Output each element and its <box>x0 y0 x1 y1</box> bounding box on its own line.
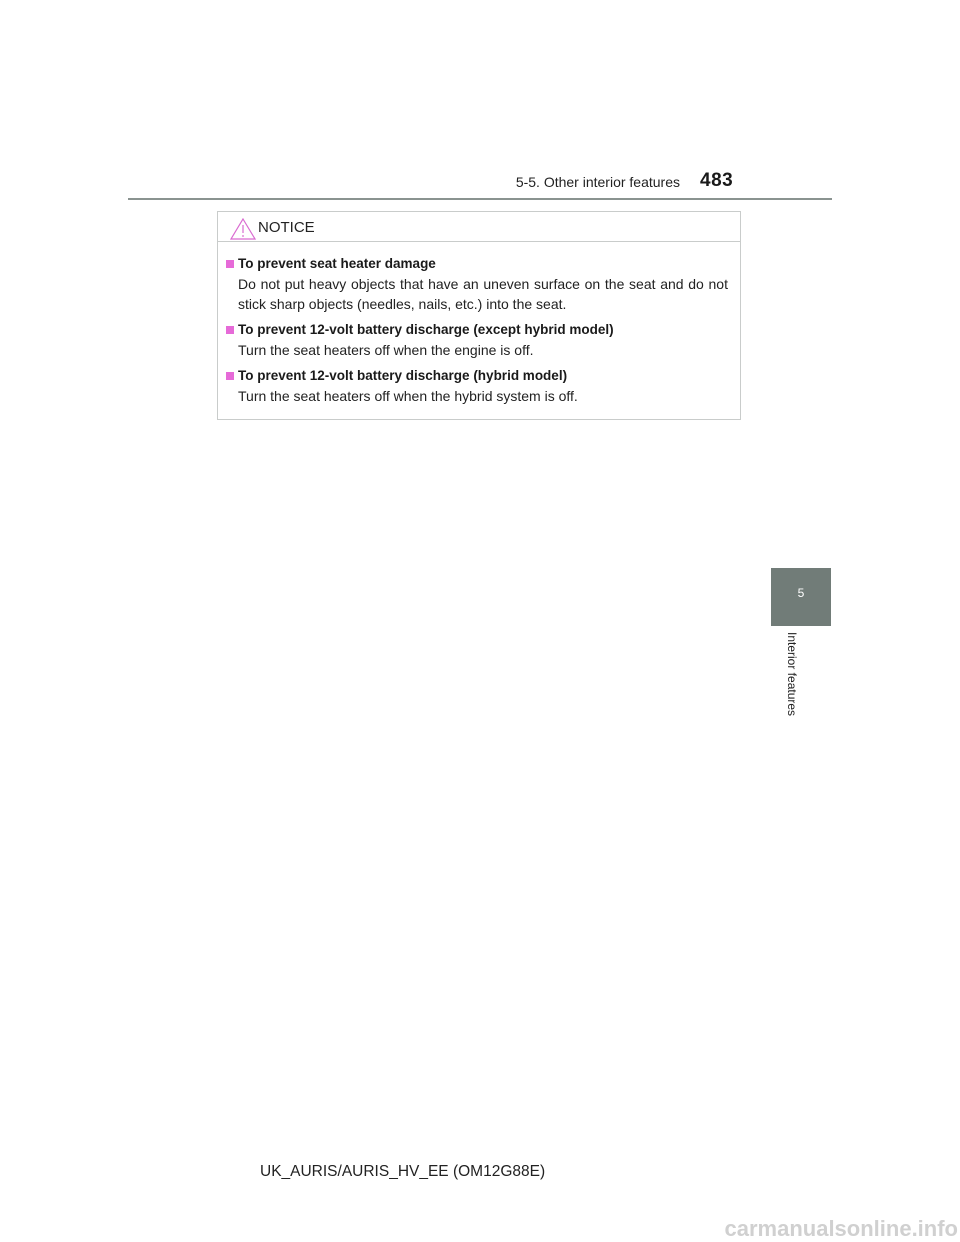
notice-body <box>218 242 740 406</box>
notice-item-text: Turn the seat heaters off when the hybrid system is off. <box>238 388 578 404</box>
chapter-label: Interior features <box>785 632 799 717</box>
square-bullet-icon <box>226 372 234 380</box>
notice-item-heading <box>224 320 728 340</box>
notice-title: NOTICE <box>258 219 315 236</box>
square-bullet-icon <box>226 326 234 334</box>
notice-item-heading-text: To prevent 12-volt battery discharge (hybrid model) <box>238 368 568 383</box>
notice-item-heading-text: To prevent 12-volt battery discharge (except hybrid model) <box>238 322 614 337</box>
notice-item-heading <box>224 254 728 274</box>
notice-item-text: Do not put heavy objects that have an uneven surface on the seat and do not stick sharp objects (needles, nails, etc.) into the seat. <box>238 276 728 312</box>
notice-item <box>224 254 728 314</box>
notice-header <box>218 212 740 242</box>
notice-item <box>224 320 728 360</box>
notice-item-heading-text: To prevent seat heater damage <box>238 256 436 271</box>
notice-item <box>224 366 728 406</box>
section-title: 5-5. Other interior features <box>515 174 680 190</box>
square-bullet-icon <box>226 260 234 268</box>
notice-box <box>217 211 741 420</box>
chapter-tab: 5 <box>771 568 831 626</box>
notice-item-heading <box>224 366 728 386</box>
page-number: 483 <box>700 170 734 191</box>
header-divider <box>128 198 832 200</box>
footer-document-id: UK_AURIS/AURIS_HV_EE (OM12G88E) <box>260 1163 546 1180</box>
warning-triangle-icon <box>230 218 256 240</box>
watermark: carmanualsonline.info <box>724 1216 958 1241</box>
notice-item-text: Turn the seat heaters off when the engine is off. <box>238 342 534 358</box>
